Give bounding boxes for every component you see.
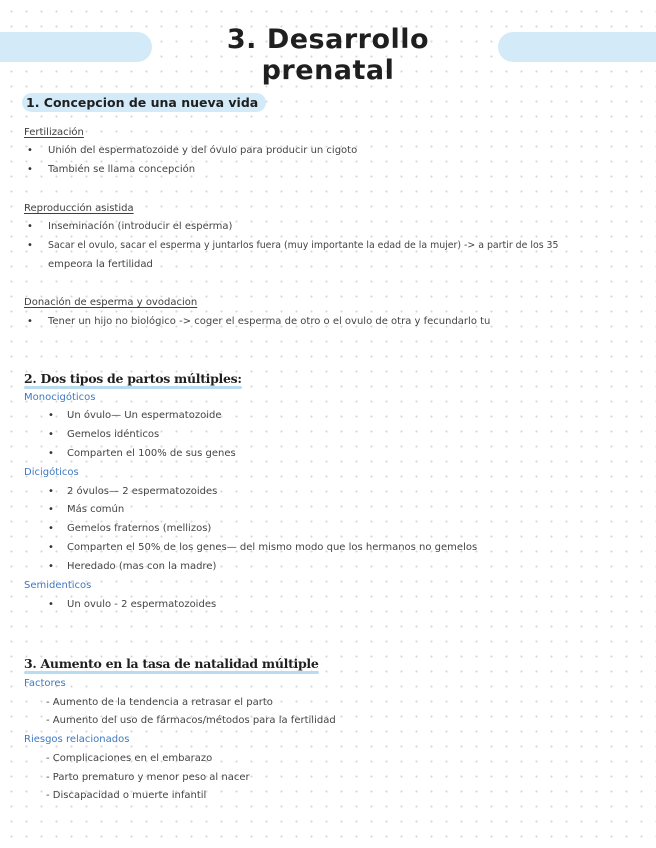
bullet-icon: • [27,145,33,156]
bullet-icon: • [48,486,54,497]
donacion-label: Donación de esperma y ovodacion [24,297,198,308]
section-3-heading-text: 3. Aumento en la tasa de natalidad múltiple [24,656,319,671]
bullet-icon: • [48,523,54,534]
bullet-icon: • [27,221,33,232]
riesgos-label: Riesgos relacionados [24,734,130,745]
bullet-icon: • [27,316,33,327]
heading-underline [24,386,242,389]
list-item: - Aumento de la tendencia a retrasar el parto [46,697,273,708]
reproduccion-label: Reproducción asistida [24,203,134,214]
section-3-heading [24,656,319,671]
list-item: Más común [67,504,125,515]
list-item: Gemelos fraternos (mellizos) [67,523,212,534]
list-item: Tener un hijo no biológico -> coger el esperma de otro o el ovulo de otra y fecundarlo tu [48,316,491,327]
list-item: - Discapacidad o muerte infantil [46,790,207,801]
bullet-icon: • [27,240,33,251]
section-2-heading [24,371,242,386]
list-item: 2 óvulos— 2 espermatozoides [67,486,218,497]
section-2-heading-text: 2. Dos tipos de partos múltiples: [24,371,242,386]
list-item: Un óvulo— Un espermatozoide [67,410,222,421]
page-title: 3. Desarrollo prenatal [226,24,430,86]
title-banner-right-pill [498,32,656,62]
monocigoticos-label: Monocigóticos [24,392,96,403]
list-item: - Complicaciones en el embarazo [46,753,213,764]
bullet-icon: • [48,410,54,421]
bullet-icon: • [48,561,54,572]
heading-underline [24,671,319,674]
fertilizacion-label: Fertilización [24,127,84,138]
list-item: Comparten el 50% de los genes— del mismo modo que los hermanos no gemelos [67,542,478,553]
bullet-icon: • [48,429,54,440]
bullet-icon: • [48,504,54,515]
list-item: Gemelos idénticos [67,429,160,440]
list-item: - Aumento del uso de fármacos/métodos para la fertilidad [46,715,336,726]
factores-label: Factores [24,678,66,689]
bullet-icon: • [27,164,33,175]
list-item: Unión del espermatozoide y del óvulo para producir un cigoto [48,145,358,156]
semiidenticos-label: Semidenticos [24,580,92,591]
bullet-icon: • [48,448,54,459]
bullet-icon: • [48,599,54,610]
list-item: Inseminación (introducir el esperma) [48,221,233,232]
bullet-icon: • [48,542,54,553]
section-1-heading: 1. Concepcion de una nueva vida [22,93,266,112]
list-item: También se llama concepción [48,164,196,175]
list-item: Comparten el 100% de sus genes [67,448,236,459]
list-item: Un ovulo - 2 espermatozoides [67,599,217,610]
list-item: Sacar el ovulo, sacar el esperma y juntarlos fuera (muy importante la edad de la mujer) -> a partir de los 35 [48,240,559,251]
title-banner-left-pill [0,32,152,62]
dicigoticos-label: Dicigóticos [24,467,79,478]
list-item: Heredado (mas con la madre) [67,561,217,572]
list-item-continuation: empeora la fertilidad [48,259,153,270]
list-item: - Parto prematuro y menor peso al nacer [46,772,250,783]
